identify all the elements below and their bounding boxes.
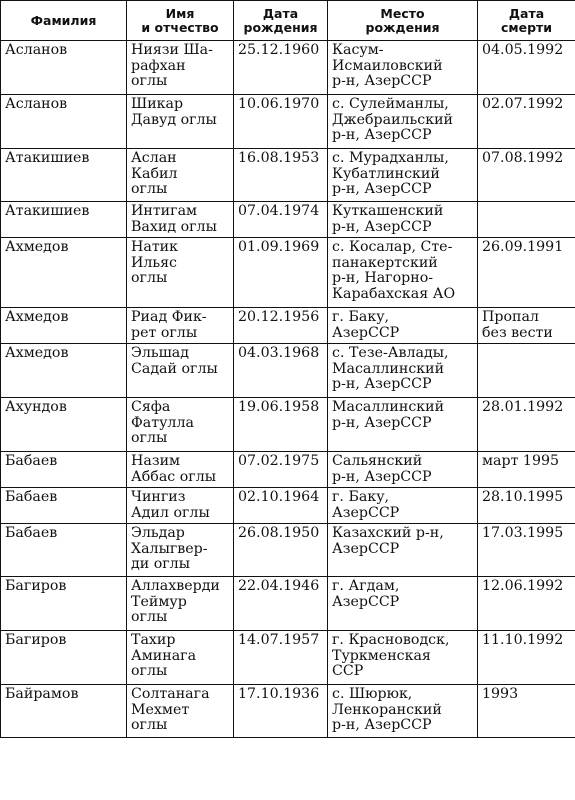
cell-name-patronymic: Интигам Вахид оглы: [127, 202, 234, 238]
cell-death-date: 28.10.1995: [478, 488, 575, 524]
header-birth-place: Место рождения: [328, 1, 478, 41]
cell-birth-date: 04.03.1968: [234, 344, 328, 398]
cell-birth-place: с. Косалар, Сте- панакертский р-н, Нагорно- Карабахская АО: [328, 238, 478, 308]
cell-birth-date: 01.09.1969: [234, 238, 328, 308]
cell-surname: Байрамов: [1, 685, 127, 738]
table-row: [1, 149, 575, 202]
cell-birth-place: г. Агдам, АзерССР: [328, 577, 478, 631]
cell-birth-place: с. Тезе-Авлады, Масаллинский р-н, АзерССР: [328, 344, 478, 398]
cell-surname: Бабаев: [1, 452, 127, 488]
cell-birth-date: 19.06.1958: [234, 398, 328, 452]
cell-name-patronymic: Аллахверди Теймур оглы: [127, 577, 234, 631]
cell-birth-date: 25.12.1960: [234, 41, 328, 95]
cell-name-patronymic: Аслан Кабил оглы: [127, 149, 234, 202]
cell-death-date: 04.05.1992: [478, 41, 575, 95]
table-row: [1, 631, 575, 685]
cell-name-patronymic: Эльшад Садай оглы: [127, 344, 234, 398]
cell-name-patronymic: Ниязи Ша- рафхан оглы: [127, 41, 234, 95]
cell-surname: Асланов: [1, 41, 127, 95]
cell-death-date: [478, 344, 575, 398]
table-row: [1, 452, 575, 488]
cell-birth-date: 10.06.1970: [234, 95, 328, 149]
cell-death-date: 17.03.1995: [478, 524, 575, 577]
cell-birth-place: Масаллинский р-н, АзерССР: [328, 398, 478, 452]
cell-birth-place: г. Баку, АзерССР: [328, 308, 478, 344]
table-row: [1, 398, 575, 452]
cell-death-date: 11.10.1992: [478, 631, 575, 685]
cell-surname: Атакишиев: [1, 202, 127, 238]
header-name-patronymic: Имя и отчество: [127, 1, 234, 41]
cell-name-patronymic: Сяфа Фатулла оглы: [127, 398, 234, 452]
cell-birth-date: 22.04.1946: [234, 577, 328, 631]
header-death-date: Дата смерти: [478, 1, 575, 41]
cell-death-date: 12.06.1992: [478, 577, 575, 631]
cell-surname: Бабаев: [1, 524, 127, 577]
cell-birth-place: Сальянский р-н, АзерССР: [328, 452, 478, 488]
cell-death-date: 02.07.1992: [478, 95, 575, 149]
cell-birth-date: 20.12.1956: [234, 308, 328, 344]
cell-name-patronymic: Эльдар Халыгвер- ди оглы: [127, 524, 234, 577]
header-birth-date: Дата рождения: [234, 1, 328, 41]
table-row: [1, 344, 575, 398]
cell-birth-date: 07.02.1975: [234, 452, 328, 488]
cell-birth-place: с. Мурадханлы, Кубатлинский р-н, АзерССР: [328, 149, 478, 202]
table-row: [1, 685, 575, 738]
table-row: [1, 308, 575, 344]
cell-birth-place: г. Красноводск, Туркменская ССР: [328, 631, 478, 685]
cell-name-patronymic: Тахир Аминага оглы: [127, 631, 234, 685]
cell-birth-date: 07.04.1974: [234, 202, 328, 238]
cell-birth-date: 02.10.1964: [234, 488, 328, 524]
cell-birth-place: г. Баку, АзерССР: [328, 488, 478, 524]
cell-surname: Багиров: [1, 631, 127, 685]
cell-surname: Ахмедов: [1, 344, 127, 398]
table-header-row: [1, 1, 575, 41]
cell-name-patronymic: Назим Аббас оглы: [127, 452, 234, 488]
cell-name-patronymic: Натик Ильяс оглы: [127, 238, 234, 308]
cell-name-patronymic: Чингиз Адил оглы: [127, 488, 234, 524]
cell-surname: Ахмедов: [1, 238, 127, 308]
cell-death-date: 07.08.1992: [478, 149, 575, 202]
cell-name-patronymic: Риад Фик- рет оглы: [127, 308, 234, 344]
cell-birth-date: 14.07.1957: [234, 631, 328, 685]
cell-birth-place: Куткашенский р-н, АзерССР: [328, 202, 478, 238]
cell-surname: Асланов: [1, 95, 127, 149]
cell-birth-place: Казахский р-н, АзерССР: [328, 524, 478, 577]
table-row: [1, 488, 575, 524]
cell-surname: Бабаев: [1, 488, 127, 524]
cell-birth-place: с. Сулейманлы, Джебраильский р-н, АзерССР: [328, 95, 478, 149]
cell-death-date: [478, 202, 575, 238]
cell-birth-place: с. Шюрюк, Ленкоранский р-н, АзерССР: [328, 685, 478, 738]
cell-surname: Атакишиев: [1, 149, 127, 202]
cell-name-patronymic: Солтанага Мехмет оглы: [127, 685, 234, 738]
cell-birth-date: 16.08.1953: [234, 149, 328, 202]
cell-birth-date: 17.10.1936: [234, 685, 328, 738]
header-surname: Фамилия: [1, 1, 127, 41]
table-row: [1, 524, 575, 577]
table-row: [1, 41, 575, 95]
cell-birth-place: Касум- Исмаиловский р-н, АзерССР: [328, 41, 478, 95]
cell-surname: Багиров: [1, 577, 127, 631]
table-row: [1, 202, 575, 238]
cell-death-date: 26.09.1991: [478, 238, 575, 308]
cell-birth-date: 26.08.1950: [234, 524, 328, 577]
cell-surname: Ахундов: [1, 398, 127, 452]
table-row: [1, 238, 575, 308]
cell-surname: Ахмедов: [1, 308, 127, 344]
cell-death-date: Пропал без вести: [478, 308, 575, 344]
cell-death-date: 1993: [478, 685, 575, 738]
table-row: [1, 577, 575, 631]
cell-name-patronymic: Шикар Давуд оглы: [127, 95, 234, 149]
cell-death-date: март 1995: [478, 452, 575, 488]
table-row: [1, 95, 575, 149]
cell-death-date: 28.01.1992: [478, 398, 575, 452]
